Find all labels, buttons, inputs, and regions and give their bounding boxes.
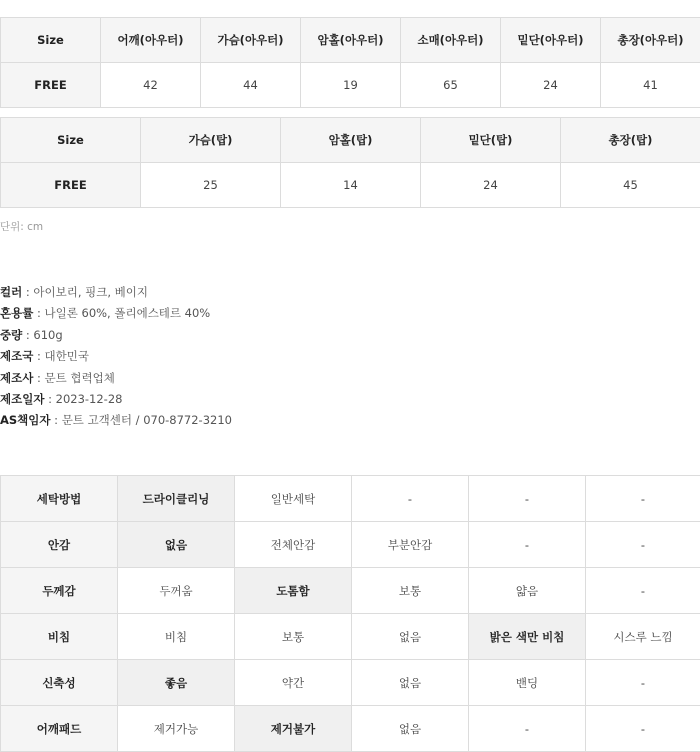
care-row-label: 안감 [1, 522, 118, 568]
size-value-cell: 41 [601, 63, 700, 108]
size-label-cell: FREE [1, 163, 141, 208]
info-row-manufacturer [0, 368, 232, 389]
care-option-cell: - [469, 476, 586, 522]
size-value-cell: 14 [281, 163, 421, 208]
care-option-cell: 보통 [235, 614, 352, 660]
care-row-stretch [1, 660, 700, 706]
care-option-cell: 약간 [235, 660, 352, 706]
size-value-cell: 42 [101, 63, 201, 108]
care-option-cell: - [352, 476, 469, 522]
size-header-cell: 밑단(아우터) [501, 18, 601, 63]
size-label-cell: FREE [1, 63, 101, 108]
care-option-cell-selected: 좋음 [118, 660, 235, 706]
size-header-cell: 암홀(탑) [281, 118, 421, 163]
size-value-cell: 25 [141, 163, 281, 208]
info-key: 제조국 [0, 349, 33, 363]
product-info-list [0, 282, 232, 432]
size-header-cell: Size [1, 18, 101, 63]
size-value-row [1, 63, 700, 108]
care-row-sheerness [1, 614, 700, 660]
care-option-cell: - [586, 706, 700, 752]
care-option-cell: 제거가능 [118, 706, 235, 752]
care-row-label: 세탁방법 [1, 476, 118, 522]
size-header-cell: 총장(탑) [561, 118, 700, 163]
care-row-lining [1, 522, 700, 568]
size-header-cell: 총장(아우터) [601, 18, 700, 63]
care-option-cell: 밴딩 [469, 660, 586, 706]
info-key: 컬러 [0, 285, 22, 299]
info-value: : 문트 고객센터 / 070-8772-3210 [51, 413, 232, 427]
care-option-cell-selected: 드라이클리닝 [118, 476, 235, 522]
info-key: 제조일자 [0, 392, 44, 406]
care-option-cell-selected: 밝은 색만 비침 [469, 614, 586, 660]
care-row-label: 비침 [1, 614, 118, 660]
care-attribute-table [0, 475, 700, 752]
info-row-weight [0, 325, 232, 346]
size-value-cell: 44 [201, 63, 301, 108]
info-value: : 2023-12-28 [44, 392, 122, 406]
care-row-label: 신축성 [1, 660, 118, 706]
size-value-cell: 24 [501, 63, 601, 108]
info-row-date [0, 389, 232, 410]
size-header-cell: 암홀(아우터) [301, 18, 401, 63]
size-value-cell: 45 [561, 163, 700, 208]
info-row-as-contact [0, 410, 232, 431]
size-value-cell: 65 [401, 63, 501, 108]
care-option-cell-selected: 도톰함 [235, 568, 352, 614]
size-header-row [1, 18, 700, 63]
care-row-label: 어깨패드 [1, 706, 118, 752]
info-row-color [0, 282, 232, 303]
care-option-cell: 전체안감 [235, 522, 352, 568]
size-value-row [1, 163, 700, 208]
care-option-cell: - [586, 476, 700, 522]
info-value: : 나일론 60%, 폴리에스테르 40% [33, 306, 210, 320]
care-option-cell: - [586, 660, 700, 706]
size-header-cell: 가슴(탑) [141, 118, 281, 163]
care-option-cell-selected: 없음 [118, 522, 235, 568]
care-row-label: 두께감 [1, 568, 118, 614]
info-value: : 문트 협력업체 [33, 371, 115, 385]
size-table-outer [0, 17, 700, 108]
care-option-cell: - [469, 706, 586, 752]
care-option-cell: 일반세탁 [235, 476, 352, 522]
info-key: AS책임자 [0, 413, 51, 427]
size-header-cell: 어깨(아우터) [101, 18, 201, 63]
care-option-cell: 부분안감 [352, 522, 469, 568]
info-row-material [0, 303, 232, 324]
care-option-cell: - [469, 522, 586, 568]
care-row-shoulder-pad [1, 706, 700, 752]
info-key: 혼용률 [0, 306, 33, 320]
info-key: 제조사 [0, 371, 33, 385]
info-value: : 610g [22, 328, 62, 342]
info-key: 중량 [0, 328, 22, 342]
care-option-cell: - [586, 568, 700, 614]
care-option-cell: 시스루 느낌 [586, 614, 700, 660]
care-option-cell: - [586, 522, 700, 568]
care-option-cell: 보통 [352, 568, 469, 614]
size-header-cell: 소매(아우터) [401, 18, 501, 63]
info-row-origin [0, 346, 232, 367]
care-option-cell: 없음 [352, 614, 469, 660]
size-table-top [0, 117, 700, 208]
care-option-cell: 없음 [352, 660, 469, 706]
size-value-cell: 19 [301, 63, 401, 108]
size-header-cell: 밑단(탑) [421, 118, 561, 163]
care-option-cell-selected: 제거불가 [235, 706, 352, 752]
care-row-wash [1, 476, 700, 522]
info-value: : 대한민국 [33, 349, 89, 363]
care-option-cell: 얇음 [469, 568, 586, 614]
care-option-cell: 없음 [352, 706, 469, 752]
size-header-cell: Size [1, 118, 141, 163]
size-header-cell: 가슴(아우터) [201, 18, 301, 63]
unit-note: 단위: cm [0, 219, 43, 234]
size-header-row [1, 118, 700, 163]
care-row-thickness [1, 568, 700, 614]
care-option-cell: 두꺼움 [118, 568, 235, 614]
care-option-cell: 비침 [118, 614, 235, 660]
size-value-cell: 24 [421, 163, 561, 208]
info-value: : 아이보리, 핑크, 베이지 [22, 285, 148, 299]
